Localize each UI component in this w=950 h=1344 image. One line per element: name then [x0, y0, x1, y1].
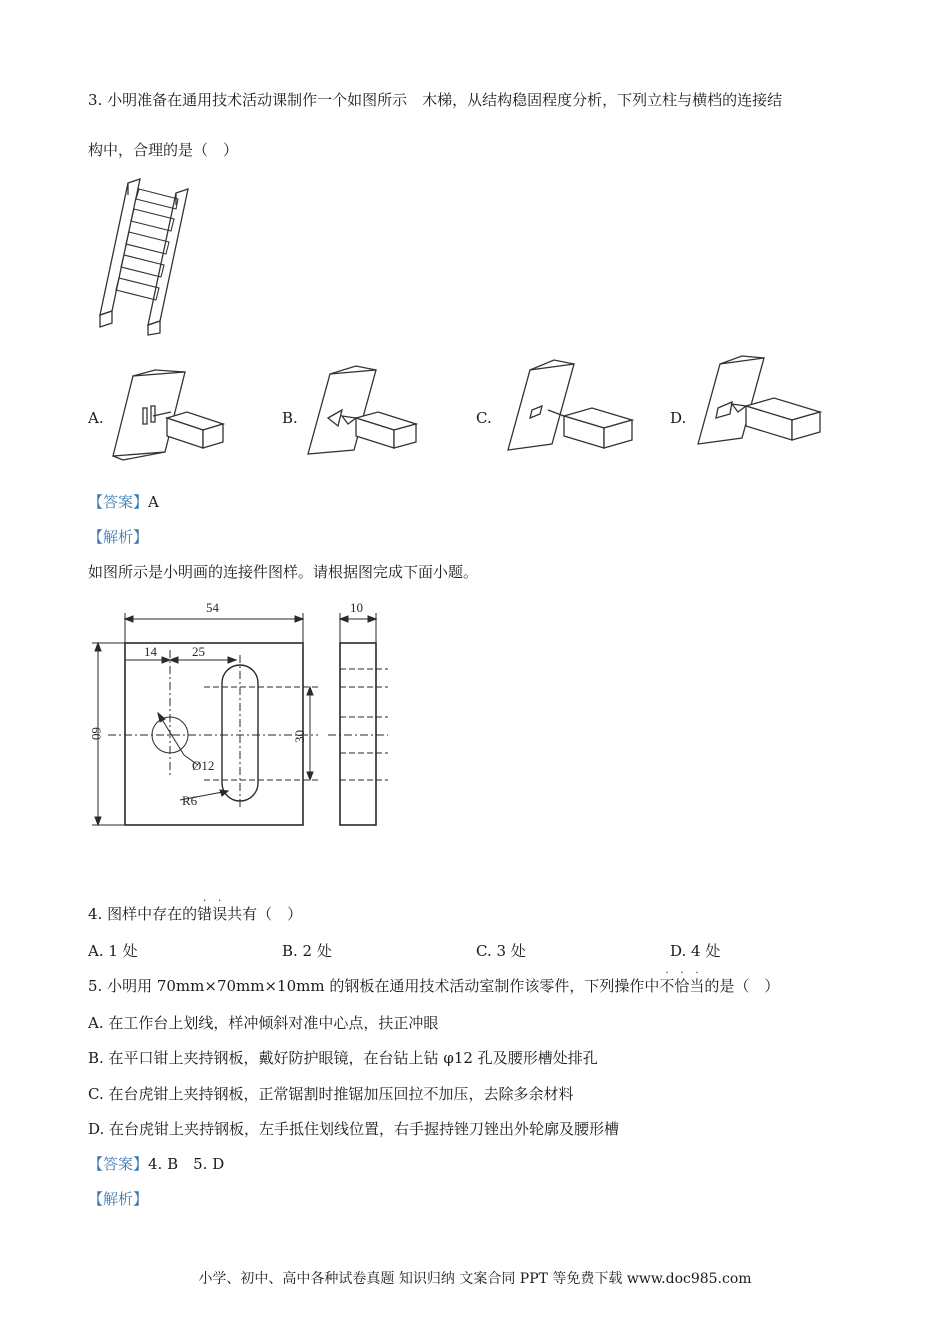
answer-2-value: 4. B 5. D [148, 1155, 225, 1173]
answer-2-tag: 【答案】 [88, 1155, 149, 1173]
dim-height: 60 [89, 727, 104, 740]
answer-value: A [148, 493, 159, 511]
q4-stem [88, 896, 303, 924]
q5-emph-1: · 不 [659, 968, 675, 995]
option-b-label: B. [282, 409, 298, 427]
dim-width: 54 [206, 600, 219, 615]
dim-14: 14 [144, 644, 157, 659]
answer-2 [88, 1154, 224, 1174]
q5-emph-3: · 当 [689, 968, 705, 995]
q4-emph-1: · 错 [197, 896, 213, 923]
q3-answer [88, 492, 159, 512]
q5-emph-char-2: 恰 [674, 977, 690, 995]
q4-emph-2: · 误 [212, 896, 228, 923]
option-a-label: A. [88, 409, 104, 427]
intro-text: 如图所示是小明画的连接件图样。请根据图完成下面小题。 [88, 563, 479, 581]
dim-30: 30 [292, 730, 307, 743]
q3-line2: 构中，合理的是（ ） [88, 141, 239, 159]
analysis-tag: 【解析】 [88, 528, 149, 546]
q5-option-c: C. 在台虎钳上夹持钢板，正常锯割时推锯加压回拉不加压，去除多余材料 [88, 1085, 574, 1103]
q4-emph-char-2: 误 [212, 905, 228, 923]
q4-option-d: D. 4 处 [670, 942, 721, 960]
joint-d-figure [690, 356, 840, 451]
dim-hole: Ø12 [192, 758, 215, 773]
q4-prefix: 4. 图样中存在的 [88, 905, 198, 923]
option-d-label: D. [670, 409, 687, 427]
q4-emph-char-1: 错 [197, 905, 213, 923]
ladder-figure [88, 175, 198, 335]
answer-tag: 【答案】 [88, 493, 149, 511]
q3-line1: 3. 小明准备在通用技术活动课制作一个如图所示 木梯，从结构稳固程度分析，下列立柱与横档的连接结 [88, 91, 783, 109]
q4-option-b: B. 2 处 [282, 942, 332, 960]
joint-b-figure [298, 366, 448, 461]
q5-emph-char-1: 不 [659, 977, 675, 995]
option-c-label: C. [476, 409, 492, 427]
q5-prefix: 5. 小明用 70mm×70mm×10mm 的钢板在通用技术活动室制作该零件，下列操作中 [88, 977, 660, 995]
q5-option-b: B. 在平口钳上夹持钢板，戴好防护眼镜，在台钻上钻 φ12 孔及腰形槽处排孔 [88, 1049, 598, 1067]
q5-option-a: A. 在工作台上划线，样冲倾斜对准中心点，扶正冲眼 [88, 1014, 439, 1032]
dim-radius: R6 [182, 793, 198, 808]
q5-option-d: D. 在台虎钳上夹持钢板，左手抵住划线位置，右手握持锉刀锉出外轮廓及腰形槽 [88, 1120, 620, 1138]
q5-suffix: 的是（ ） [704, 977, 780, 995]
analysis-2-tag: 【解析】 [88, 1190, 149, 1208]
q5-stem [88, 968, 780, 996]
footer-text: 小学、初中、高中各种试卷真题 知识归纳 文案合同 PPT 等免费下载 www.doc985.com [198, 1271, 752, 1287]
q5-emph-2: · 恰 [674, 968, 690, 995]
q4-option-a: A. 1 处 [88, 942, 138, 960]
q4-suffix: 共有（ ） [227, 905, 303, 923]
technical-drawing [88, 595, 398, 835]
q4-option-c: C. 3 处 [476, 942, 526, 960]
dim-25: 25 [192, 644, 205, 659]
joint-a-figure [105, 368, 255, 463]
dim-thickness: 10 [350, 600, 363, 615]
q5-emph-char-3: 当 [689, 977, 705, 995]
joint-c-figure [494, 362, 644, 457]
